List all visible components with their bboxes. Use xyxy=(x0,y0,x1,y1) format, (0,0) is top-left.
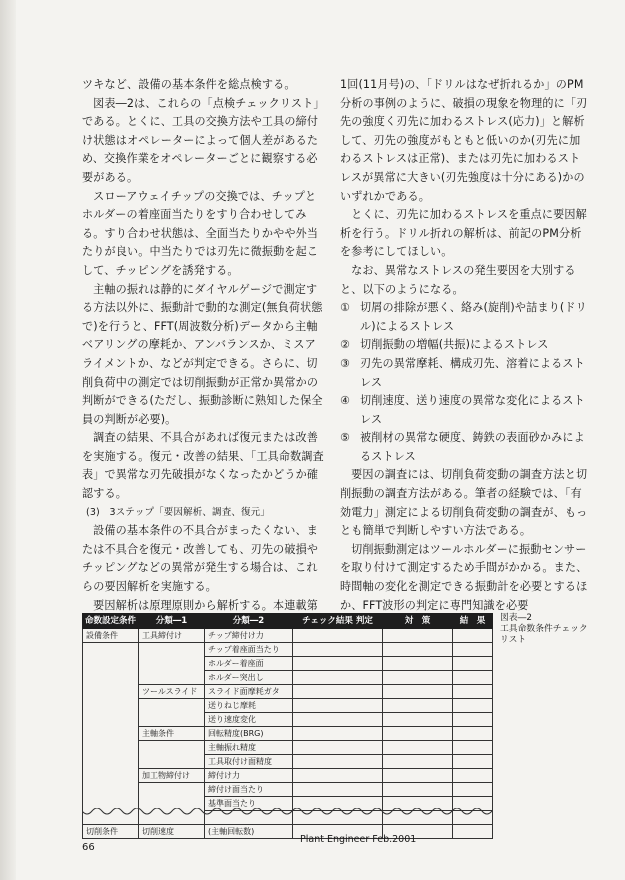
checklist-table xyxy=(82,613,493,839)
table-cell xyxy=(83,713,139,727)
table-cell xyxy=(293,629,383,643)
body-paragraph: 要因の調査には、切削負荷変動の調査方法と切削振動の調査方法がある。筆者の経験では、「有効電力」測定による切削負荷変動の調査が、もっとも簡単で判断しやすい方法である。 xyxy=(340,468,588,538)
body-paragraph: ツキなど、設備の基本条件を総点検する。 xyxy=(82,78,296,91)
table-row xyxy=(83,755,493,769)
list-item xyxy=(340,392,590,429)
table-cell xyxy=(383,713,453,727)
list-number: ③ xyxy=(340,356,351,370)
table-cell xyxy=(453,671,493,685)
table-row xyxy=(83,643,493,657)
table-torn-edge xyxy=(82,808,492,818)
table-cell: 切削条件 xyxy=(83,824,139,838)
list-number: ④ xyxy=(340,394,351,408)
table-cell: 設備条件 xyxy=(83,629,139,643)
table-row xyxy=(83,741,493,755)
table-cell: 回転精度(BRG) xyxy=(205,727,293,741)
table-cell xyxy=(293,727,383,741)
left-text-column xyxy=(82,76,326,615)
table-cell: 締付け力 xyxy=(205,769,293,783)
body-paragraph: なお、異常なストレスの発生要因を大別すると、以下のようになる。 xyxy=(340,263,576,296)
table-cell xyxy=(453,755,493,769)
list-number: ⑤ xyxy=(340,431,351,445)
table-cell xyxy=(139,741,205,755)
table-cell: 加工物締付け xyxy=(139,769,205,783)
section-heading: (3) 3ステップ「要因解析、調査、復元」 xyxy=(86,506,270,518)
table-cell: (主軸回転数) xyxy=(205,824,293,838)
table-header-cell: 分類―1 xyxy=(139,614,205,629)
table-cell: チップ締付け力 xyxy=(205,629,293,643)
table-cell xyxy=(453,643,493,657)
table-row xyxy=(83,713,493,727)
table-cell xyxy=(383,783,453,797)
table-cell xyxy=(453,699,493,713)
magazine-footer: Plant Engineer Feb.2001 xyxy=(300,834,417,845)
table-row xyxy=(83,685,493,699)
list-item xyxy=(340,299,590,336)
body-paragraph: 要因解析は原理原則から解析する。本連載第 xyxy=(93,598,318,612)
table-header-row xyxy=(83,614,493,629)
table-cell xyxy=(139,713,205,727)
checklist-table-container xyxy=(82,613,492,839)
list-text: 切削振動の増幅(共振)によるストレス xyxy=(360,338,549,352)
list-item xyxy=(340,429,590,466)
body-paragraph: 図表―2は、これらの「点検チェックリスト」である。とくに、工具の交換方法や工具の締付け状態はオペレーターによって個人差があるため、交換作業をオペレーターごとに観察する必要がある。 xyxy=(82,96,325,184)
table-cell xyxy=(293,699,383,713)
table-header-cell: 分類―2 xyxy=(205,614,293,629)
table-cell xyxy=(383,685,453,699)
table-cell xyxy=(383,755,453,769)
table-cell xyxy=(453,685,493,699)
table-cell xyxy=(293,643,383,657)
table-cell xyxy=(383,629,453,643)
list-number: ② xyxy=(340,338,351,352)
table-header-cell: 対 策 xyxy=(383,614,453,629)
table-cell: 切削速度 xyxy=(139,824,205,838)
table-cell: 工具取付け面精度 xyxy=(205,755,293,769)
table-cell xyxy=(383,671,453,685)
table-cell: 締付け面当たり xyxy=(205,783,293,797)
table-cell xyxy=(453,713,493,727)
table-row xyxy=(83,657,493,671)
table-cell xyxy=(293,657,383,671)
table-cell xyxy=(453,769,493,783)
table-cell: ホルダー着座面 xyxy=(205,657,293,671)
table-cell xyxy=(83,769,139,783)
table-header-cell: 結 果 xyxy=(453,614,493,629)
figure-number: 図表―2 xyxy=(500,613,532,623)
figure-caption xyxy=(500,613,595,646)
table-cell: 送りねじ摩耗 xyxy=(205,699,293,713)
table-cell xyxy=(383,741,453,755)
page-binding-edge xyxy=(0,0,16,880)
table-header-cell: 命数設定条件 xyxy=(83,614,139,629)
body-paragraph: 1回(11月号)の、「ドリルはなぜ折れるか」のPM分析の事例のように、破損の現象を物理的に「刃先の強度く刃先に加わるストレス(応力)」と解析して、刃先の強度がもともと低いのか(刃先に加わるストレスは正常)、または刃先に加わるストレスが異常に大きい(刃先強度は十分にある)かのいずれかである。 xyxy=(340,78,588,203)
list-item xyxy=(340,355,590,392)
table-cell xyxy=(83,741,139,755)
table-cell xyxy=(293,671,383,685)
table-row xyxy=(83,699,493,713)
table-cell: スライド面摩耗ガタ xyxy=(205,685,293,699)
table-cell: 送り速度変化 xyxy=(205,713,293,727)
body-paragraph: 主軸の振れは静的にダイヤルゲージで測定する方法以外に、振動計で動的な測定(無負荷状態で)を行うと、FFT(周波数分析)データから主軸ベアリングの摩耗か、アンバランスか、ミスアライメントか、などが判定できる。さらに、切削負荷中の測定では切削振動が正常か異常かの判断ができる(ただし、振動診断に熟知した保全員の判断が必要)。 xyxy=(82,282,323,426)
body-paragraph: スローアウェイチップの交換では、チップとホルダーの着座面当たりをすり合わせしてみる。すり合わせ状態は、全面当たりかやや外当たりが良い。中当たりでは刃先に微振動を起こして、チッピングを誘発する。 xyxy=(82,189,319,277)
table-cell xyxy=(83,699,139,713)
table-cell xyxy=(293,685,383,699)
table-cell xyxy=(453,657,493,671)
table-cell xyxy=(293,769,383,783)
list-text: 被削材の異常な硬度、鋳鉄の表面砂かみによるストレス xyxy=(360,431,585,463)
table-cell: 主軸条件 xyxy=(139,727,205,741)
table-cell xyxy=(383,643,453,657)
table-cell: 基準面当たり xyxy=(205,797,293,811)
table-cell xyxy=(139,657,205,671)
table-cell xyxy=(83,657,139,671)
table-cell: ホルダー突出し xyxy=(205,671,293,685)
table-cell: 工具締付け xyxy=(139,629,205,643)
table-cell xyxy=(453,741,493,755)
table-cell xyxy=(383,699,453,713)
figure-title: 工具命数条件チェックリスト xyxy=(500,624,588,645)
table-cell xyxy=(453,824,493,838)
body-paragraph: 調査の結果、不具合があれば復元または改善を実施する。復元・改善の結果、「工具命数調査表」で異常な刃先破損がなくなったかどうか確認する。 xyxy=(82,431,324,501)
table-cell xyxy=(139,755,205,769)
table-row xyxy=(83,769,493,783)
table-cell: 主軸振れ精度 xyxy=(205,741,293,755)
table-row xyxy=(83,671,493,685)
table-cell xyxy=(139,671,205,685)
table-cell xyxy=(83,643,139,657)
list-item xyxy=(340,336,590,355)
table-cell xyxy=(293,755,383,769)
table-cell xyxy=(139,783,205,797)
list-number: ① xyxy=(340,301,351,315)
table-cell xyxy=(293,783,383,797)
right-text-column xyxy=(340,76,590,615)
table-cell xyxy=(383,727,453,741)
table-cell xyxy=(139,699,205,713)
table-cell xyxy=(453,783,493,797)
table-cell xyxy=(83,671,139,685)
page-number: 66 xyxy=(82,842,95,853)
table-cell xyxy=(453,727,493,741)
body-paragraph: とくに、刃先に加わるストレスを重点に要因解析を行う。ドリル折れの解析は、前記のPM分析を参考にしてほしい。 xyxy=(340,208,587,259)
list-text: 刃先の異常摩耗、構成刃先、溶着によるストレス xyxy=(360,356,585,389)
table-cell xyxy=(139,643,205,657)
table-row xyxy=(83,629,493,643)
table-cell xyxy=(293,713,383,727)
table-cell: チップ着座面当たり xyxy=(205,643,293,657)
table-row xyxy=(83,727,493,741)
table-header-cell: チェック結果 判定 xyxy=(293,614,383,629)
table-cell xyxy=(83,783,139,797)
body-paragraph: 切削振動測定はツールホルダーに振動センサーを取り付けて測定するため手間がかかる。また、時間軸の変化を測定できる振動計を必要とするほか、FFT波形の判定に専門知識を必要 xyxy=(340,542,588,612)
list-text: 切屑の排除が悪く、絡み(旋削)や詰まり(ドリル)によるストレス xyxy=(360,301,587,333)
body-paragraph: 設備の基本条件の不具合がまったくない、または不具合を復元・改善しても、刃先の破損やチッピングなどの異常が発生する場合は、これらの要因解析を実施する。 xyxy=(82,524,319,594)
table-cell xyxy=(383,769,453,783)
table-row xyxy=(83,783,493,797)
table-body xyxy=(83,629,493,839)
table-cell xyxy=(83,685,139,699)
table-cell xyxy=(453,629,493,643)
table-cell xyxy=(83,755,139,769)
table-cell xyxy=(383,657,453,671)
table-cell xyxy=(83,727,139,741)
table-cell xyxy=(293,741,383,755)
list-text: 切削速度、送り速度の異常な変化によるストレス xyxy=(360,394,585,426)
table-cell: ツールスライド xyxy=(139,685,205,699)
table-row xyxy=(83,824,493,838)
